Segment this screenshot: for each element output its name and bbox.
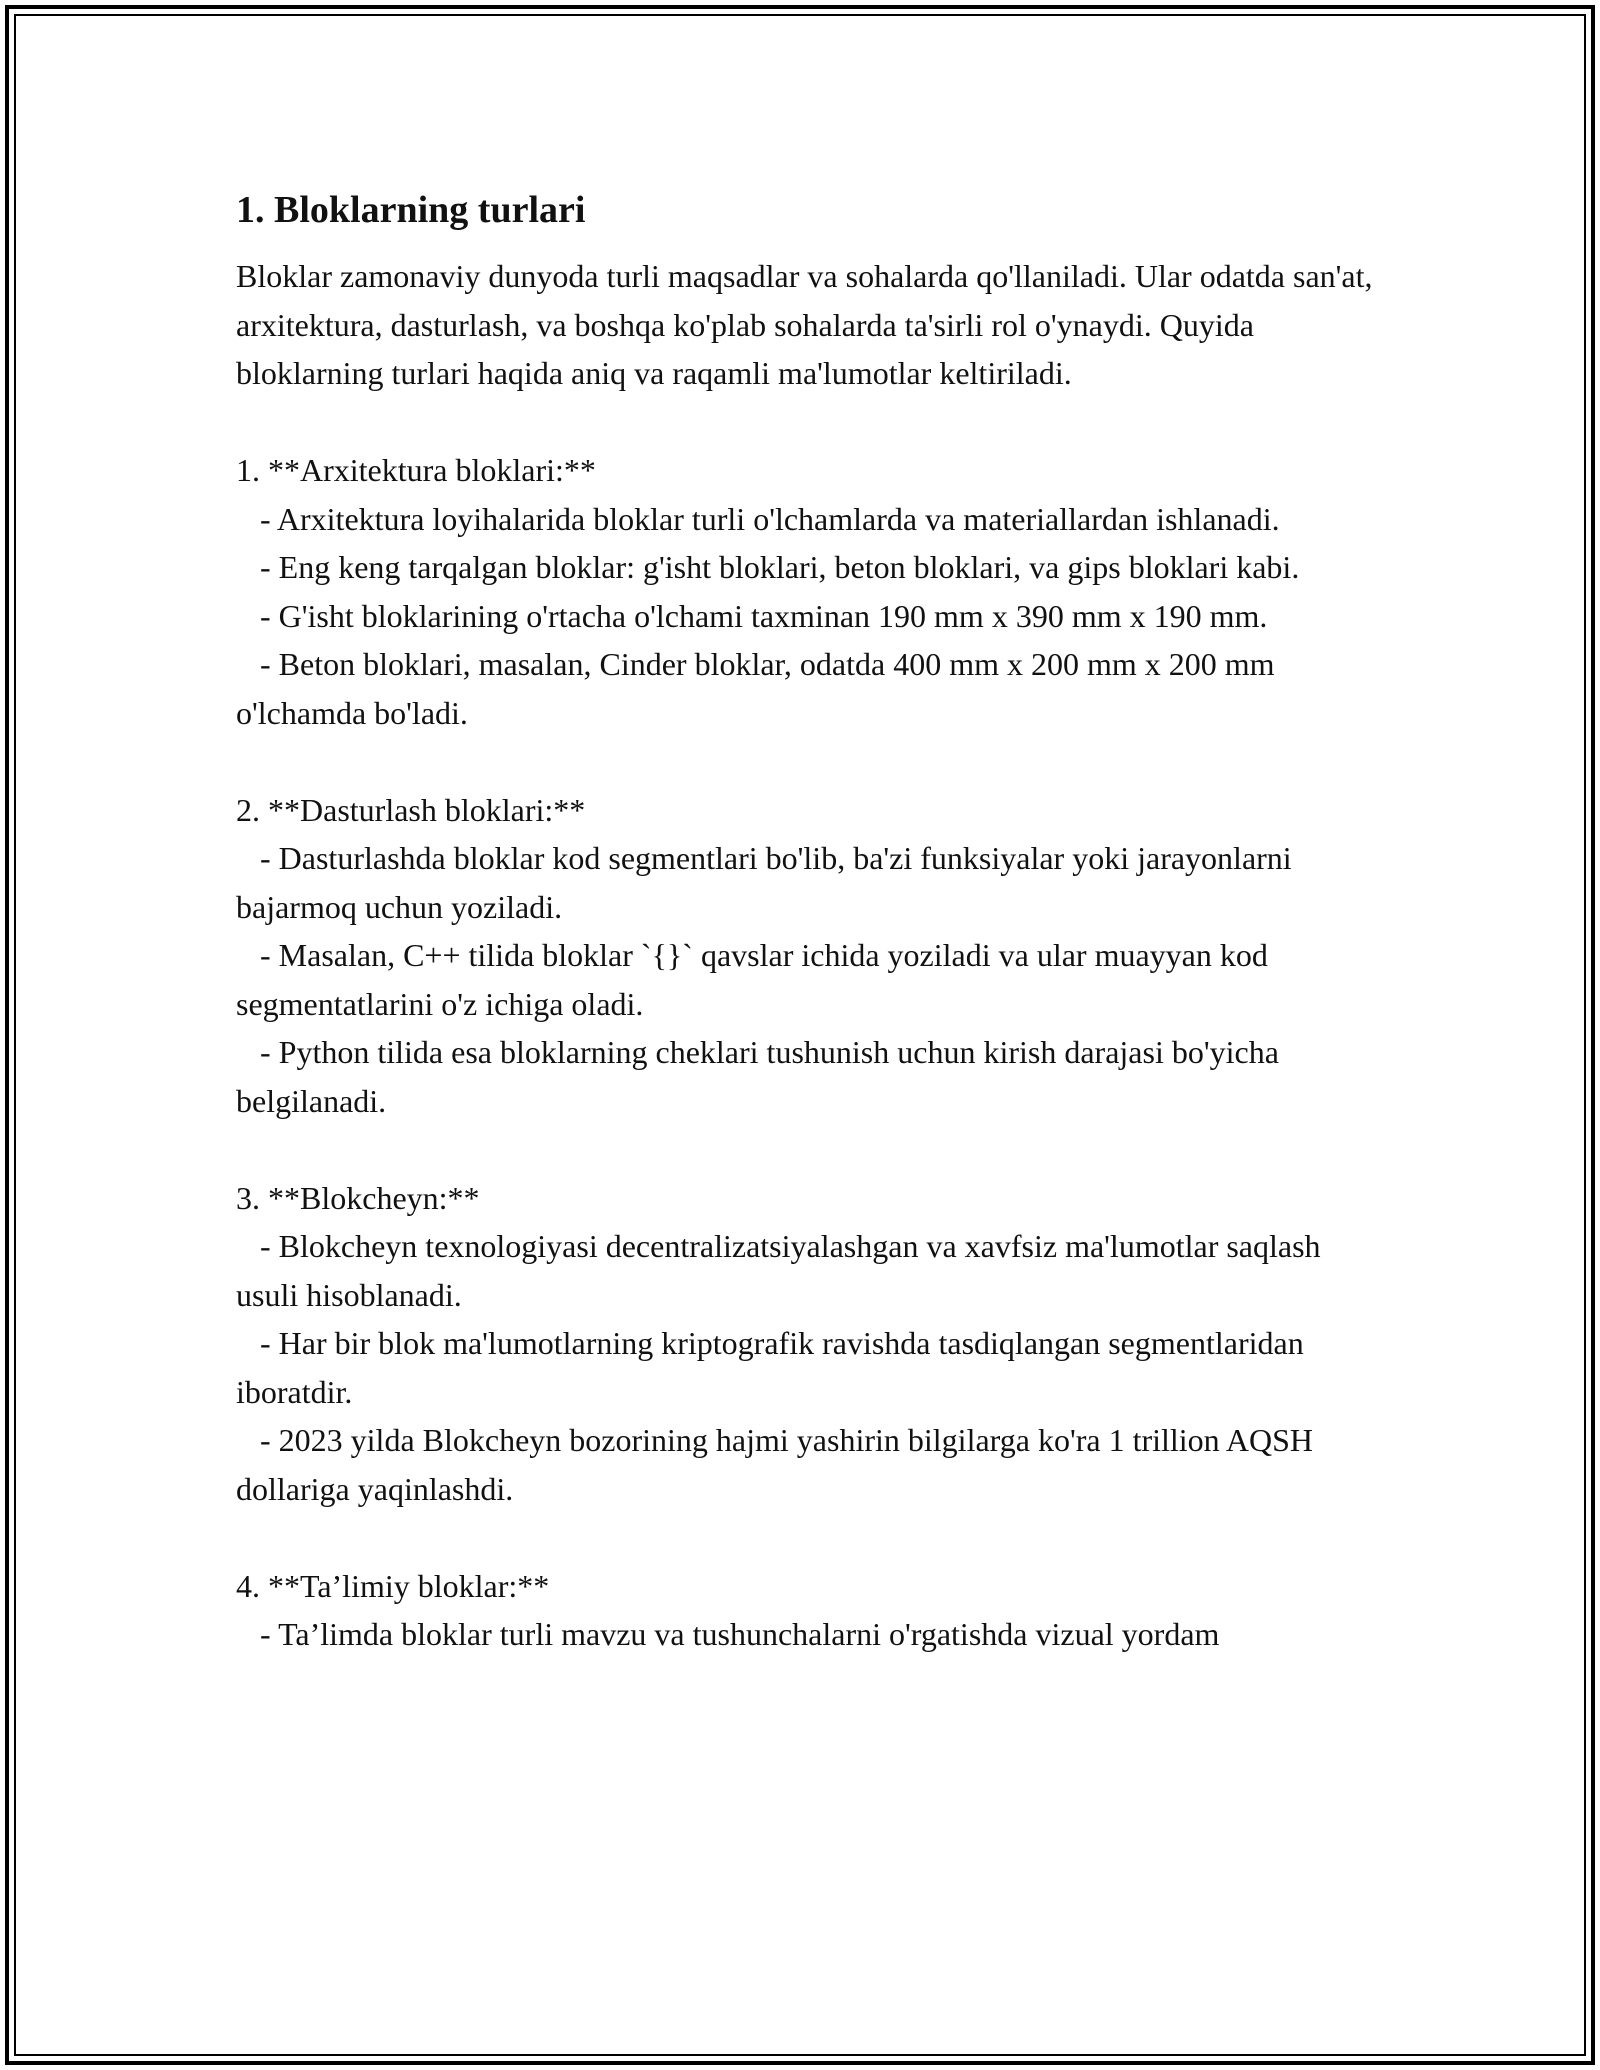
- section-blockchain: [236, 1174, 1386, 1514]
- list-item: - Eng keng tarqalgan bloklar: g'isht bloklari, beton bloklari, va gips bloklari kabi.: [236, 549, 1300, 585]
- list-item: - Beton bloklari, masalan, Cinder bloklar, odatda 400 mm x 200 mm x 200 mm o'lchamda bo'ladi.: [236, 646, 1283, 731]
- section-heading: 3. **Blokcheyn:**: [236, 1179, 480, 1216]
- list-item: - Har bir blok ma'lumotlarning kriptografik ravishda tasdiqlangan segmentlaridan iboratdir.: [236, 1325, 1312, 1410]
- section-programming: [236, 786, 1386, 1126]
- paragraph-gap: [236, 737, 1386, 786]
- list-item: - G'isht bloklarining o'rtacha o'lchami taxminan 190 mm x 390 mm x 190 mm.: [236, 597, 1268, 634]
- list-item: - Masalan, C++ tilida bloklar `{}` qavslar ichida yoziladi va ular muayyan kod segmentatlarini o'z ichiga oladi.: [236, 937, 1276, 1022]
- paragraph-gap: [236, 1513, 1386, 1562]
- list-item: - Blokcheyn texnologiyasi decentralizatsiyalashgan va xavfsiz ma'lumotlar saqlash usuli hisoblanadi.: [236, 1228, 1329, 1313]
- section-educational: [236, 1562, 1386, 1659]
- list-item: - Arxitektura loyihalarida bloklar turli o'lchamlarda va materiallardan ishlanadi.: [236, 500, 1280, 537]
- intro-paragraph: Bloklar zamonaviy dunyoda turli maqsadlar va sohalarda qo'llaniladi. Ular odatda san'at, arxitektura, dasturlash, va boshqa ko'plab sohalarda ta'sirli rol o'ynaydi. Quyida bloklarning turlari haqida aniq va raqamli ma'lumotlar keltiriladi.: [236, 258, 1381, 391]
- section-heading: 4. **Ta’limiy bloklar:**: [236, 1567, 550, 1604]
- section-architecture: [236, 446, 1386, 737]
- list-item: - Python tilida esa bloklarning cheklari tushunish uchun kirish darajasi bo'yicha belgilanadi.: [236, 1034, 1287, 1119]
- section-heading: 2. **Dasturlash bloklari:**: [236, 791, 586, 828]
- section-title: 1. Bloklarning turlari: [236, 189, 586, 231]
- list-item: - 2023 yilda Blokcheyn bozorining hajmi yashirin bilgilarga ko'ra 1 trillion AQSH dollariga yaqinlashdi.: [236, 1422, 1322, 1507]
- section-heading: 1. **Arxitektura bloklari:**: [236, 452, 596, 488]
- paragraph-gap: [236, 398, 1386, 447]
- document-page: [236, 186, 1386, 1659]
- paragraph-gap: [236, 1125, 1386, 1174]
- list-item: - Ta’limda bloklar turli mavzu va tushunchalarni o'rgatishda vizual yordam: [236, 1616, 1220, 1652]
- list-item: - Dasturlashda bloklar kod segmentlari bo'lib, ba'zi funksiyalar yoki jarayonlarni bajarmoq uchun yoziladi.: [236, 840, 1300, 925]
